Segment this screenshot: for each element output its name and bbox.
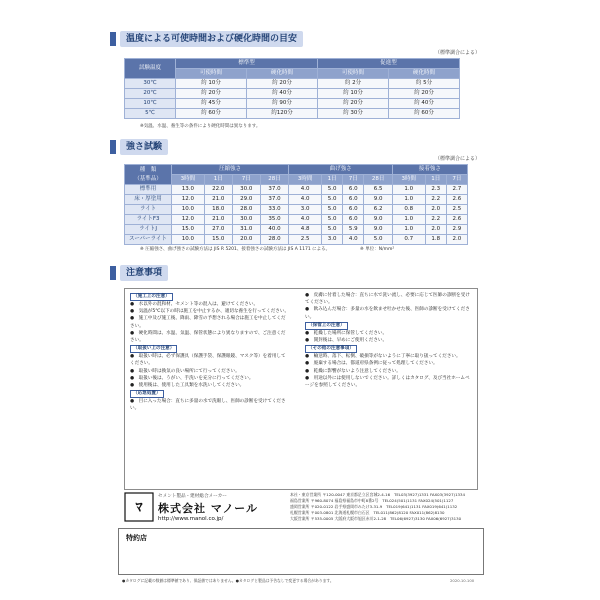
- precaution-heading: （取扱い上の注意）: [130, 345, 177, 353]
- pot-life-cell: 約 60分: [176, 109, 247, 119]
- pot-life-cell: 20℃: [125, 89, 176, 99]
- strength-row: [125, 225, 468, 235]
- strength-row-label: スーパーライト: [125, 235, 172, 245]
- precaution-item: ● 取扱い後は、うがい、手洗いを充分に行ってください。: [130, 375, 254, 381]
- strength-cell: 2.5: [289, 235, 322, 245]
- precaution-heading-row: [130, 389, 290, 398]
- strength-header-kind: 種 類 （基準品）: [125, 165, 172, 185]
- strength-cell: 2.6: [446, 215, 467, 225]
- strength-subheader: 28日: [364, 175, 393, 185]
- pot-life-row: [125, 89, 460, 99]
- precaution-item: ● 乾燥に影響がないよう注意してください。: [305, 368, 401, 374]
- section1-title: 温度による可使時間および硬化時間の目安: [110, 30, 303, 48]
- strength-row-label: ライトJ: [125, 225, 172, 235]
- company-name: 株式会社 マノール: [158, 502, 258, 515]
- strength-cell: 3.0: [289, 205, 322, 215]
- strength-row: [125, 215, 468, 225]
- catalog-page: [110, 20, 490, 590]
- strength-cell: 1.0: [392, 185, 425, 195]
- strength-cell: 6.0: [343, 185, 364, 195]
- pot-life-cell: 約 90分: [247, 99, 318, 109]
- strength-table: [124, 164, 468, 245]
- precaution-item: ● 乾燥した場所に保管してください。: [305, 330, 388, 336]
- pot-life-cell: 約 40分: [389, 99, 460, 109]
- pot-life-cell: 約 20分: [389, 89, 460, 99]
- strength-cell: 12.0: [172, 195, 205, 205]
- section2-note: （標準調合による）: [434, 156, 480, 162]
- dealer-label: 特約店: [126, 534, 147, 542]
- strength-cell: 4.0: [289, 215, 322, 225]
- strength-subheader: 3時間: [172, 175, 205, 185]
- dealer-box: [118, 528, 484, 575]
- strength-subheader: 3時間: [289, 175, 322, 185]
- strength-cell: 30.0: [232, 215, 260, 225]
- strength-cell: 4.0: [289, 195, 322, 205]
- strength-cell: 9.0: [364, 225, 393, 235]
- strength-header-adhesive: 接着強さ: [392, 165, 467, 175]
- section2-title: 強さ試験: [110, 138, 168, 156]
- precaution-item: ● 使用後は、使用した工具類を水洗いしてください。: [130, 383, 245, 389]
- pot-life-cell: 10℃: [125, 99, 176, 109]
- strength-cell: 6.5: [364, 185, 393, 195]
- strength-cell: 28.0: [260, 235, 289, 245]
- precaution-heading-row: [305, 321, 470, 330]
- pot-life-sub: 硬化時間: [389, 69, 460, 79]
- pot-life-table: [124, 58, 460, 119]
- precaution-item: ● 飲み込んだ場合：多量の水を飲ませ吐かせた後、医師の診断を受けてください。: [305, 307, 470, 320]
- strength-cell: 1.0: [392, 215, 425, 225]
- strength-cell: 22.0: [204, 185, 232, 195]
- section1-note: （標準調合による）: [434, 50, 480, 56]
- precautions-left: [130, 292, 290, 413]
- strength-cell: 15.0: [172, 225, 205, 235]
- precaution-item: ● 気温が5℃以下の時は施工を中止するか、適切な養生を行ってください。: [130, 309, 290, 315]
- strength-row-label: ライト: [125, 205, 172, 215]
- company-tagline: セメント製品・建材総合メーカー: [158, 494, 227, 499]
- precaution-heading-row: [130, 344, 290, 353]
- strength-cell: 2.7: [446, 185, 467, 195]
- strength-cell: 10.0: [172, 205, 205, 215]
- strength-cell: 28.0: [232, 205, 260, 215]
- company-url[interactable]: http://www.manol.co.jp/: [158, 516, 224, 522]
- strength-cell: 31.0: [232, 225, 260, 235]
- strength-cell: 37.0: [260, 195, 289, 205]
- strength-cell: 4.0: [343, 235, 364, 245]
- strength-cell: 4.8: [289, 225, 322, 235]
- pot-life-cell: 約 20分: [318, 99, 389, 109]
- strength-subheader: 7日: [232, 175, 260, 185]
- pot-life-cell: 約 5分: [389, 79, 460, 89]
- strength-row: [125, 195, 468, 205]
- pot-life-cell: 約 60分: [389, 109, 460, 119]
- strength-cell: 12.0: [172, 215, 205, 225]
- strength-cell: 6.2: [364, 205, 393, 215]
- strength-cell: 27.0: [204, 225, 232, 235]
- strength-cell: 2.3: [425, 185, 446, 195]
- pot-life-row: [125, 109, 460, 119]
- strength-cell: 10.0: [172, 235, 205, 245]
- section2-footnote: ※ 圧縮強さ、曲げ強さの試験方法は JIS R 5201、接着強さの試験方法は JIS A 1171 による。: [140, 247, 331, 252]
- strength-cell: 5.0: [322, 215, 343, 225]
- strength-cell: 0.8: [392, 205, 425, 215]
- company-address-line: 盛岡営業所 〒020-0122 岩手県盛岡市みたけ3-31-9 TEL019(641)1131 FAX019(641)1132: [290, 504, 458, 509]
- pot-life-cell: 30℃: [125, 79, 176, 89]
- strength-cell: 2.5: [446, 205, 467, 215]
- strength-cell: 1.8: [425, 235, 446, 245]
- precaution-item: ● 取扱い時は換気の良い場所にて行ってください。: [130, 368, 240, 374]
- company-address-line: 福島営業所 〒960-8074 福島県福島市中町8番2号 TEL024(501)1131 FAX024(501)1127: [290, 498, 454, 503]
- pot-life-row: [125, 79, 460, 89]
- strength-row: [125, 235, 468, 245]
- strength-subheader: 1日: [425, 175, 446, 185]
- strength-cell: 1.0: [392, 195, 425, 205]
- strength-cell: 2.0: [425, 205, 446, 215]
- strength-subheader: 1日: [322, 175, 343, 185]
- strength-header-compressive: 圧縮強さ: [172, 165, 289, 175]
- strength-cell: 5.0: [322, 205, 343, 215]
- strength-cell: 35.0: [260, 215, 289, 225]
- pot-life-cell: 約 10分: [318, 89, 389, 99]
- strength-row-label: 床・厚塗用: [125, 195, 172, 205]
- precaution-item: ● 皮膚に付着した場合：直ちに水で洗い流し、必要に応じて医師の診断を受けてください。: [305, 293, 470, 306]
- strength-row: [125, 185, 468, 195]
- strength-row-label: ライトF3: [125, 215, 172, 225]
- strength-subheader: 28日: [260, 175, 289, 185]
- strength-cell: 3.0: [322, 235, 343, 245]
- precaution-heading: （施工上の注意）: [130, 293, 173, 301]
- section1-footnote: ※気温、水温、養生等の条件により硬化時間は異なります。: [140, 124, 261, 129]
- section1-marker: [110, 32, 116, 46]
- strength-cell: 13.0: [172, 185, 205, 195]
- strength-cell: 0.7: [392, 235, 425, 245]
- company-address-line: 札幌営業所 〒003-0801 北海道札幌市白石区 TEL011(862)8120 FAX011(862)8130: [290, 510, 445, 515]
- precaution-heading: （応急処置）: [130, 390, 164, 398]
- disclaimer: ●カタログに記載の数値は標準値であり、保証値ではありません。●カタログと製品は予告なしで変更する場合があります。: [122, 578, 334, 583]
- strength-cell: 15.0: [204, 235, 232, 245]
- pot-life-cell: 約 2分: [318, 79, 389, 89]
- pot-life-cell: 約120分: [247, 109, 318, 119]
- pot-life-row: [125, 99, 460, 109]
- strength-cell: 18.0: [204, 205, 232, 215]
- strength-cell: 30.0: [232, 185, 260, 195]
- section2-marker: [110, 140, 116, 154]
- precaution-item: ● 輸送時、落下、転倒、破損等がないように丁寧に取り扱ってください。: [305, 354, 461, 360]
- company-logo: [124, 492, 154, 522]
- strength-subheader: 7日: [446, 175, 467, 185]
- strength-cell: 20.0: [232, 235, 260, 245]
- company-address-line: 大阪営業所 〒535-0005 大阪府大阪市旭区赤川2-1-28 TEL06(6927)3130 FAX06(6927)3130: [290, 516, 462, 521]
- pot-life-cell: 約 10分: [176, 79, 247, 89]
- strength-cell: 9.0: [364, 195, 393, 205]
- strength-cell: 2.2: [425, 195, 446, 205]
- precaution-heading: （その他の注意事項）: [305, 345, 357, 353]
- strength-cell: 6.0: [343, 215, 364, 225]
- precaution-item: ● 廃棄する場合は、都道府県条例に従って処理してください。: [305, 361, 438, 367]
- strength-cell: 29.0: [232, 195, 260, 205]
- strength-subheader: 7日: [343, 175, 364, 185]
- precaution-heading-row: [305, 344, 470, 353]
- pot-life-cell: 約 30分: [318, 109, 389, 119]
- strength-cell: 2.0: [446, 235, 467, 245]
- precaution-item: ● 用途以外には使用しないでください。詳しくはカタログ、及び当社ホームページを参照してください。: [305, 375, 470, 389]
- strength-cell: 21.0: [204, 215, 232, 225]
- section3-title: 注意事項: [110, 264, 168, 282]
- pot-life-cell: 約 20分: [176, 89, 247, 99]
- strength-cell: 5.0: [322, 185, 343, 195]
- section3-marker: [110, 266, 116, 280]
- pot-life-cell: 約 40分: [247, 89, 318, 99]
- strength-cell: 5.0: [322, 195, 343, 205]
- strength-cell: 2.0: [425, 225, 446, 235]
- precaution-item: ● 開封後は、早めにご使用ください。: [305, 338, 388, 344]
- company-addresses: [290, 492, 486, 522]
- pot-life-header-standard: 標準型: [176, 59, 318, 69]
- strength-cell: 37.0: [260, 185, 289, 195]
- strength-row-label: 標準用: [125, 185, 172, 195]
- pot-life-sub: 硬化時間: [247, 69, 318, 79]
- precaution-item: ● 水以外の混和材、セメント等の混入は、避けてください。: [130, 302, 259, 307]
- pot-life-cell: 約 20分: [247, 79, 318, 89]
- company-address-line: 本社・東京営業所 〒120-0047 東京都足立区宮城2-4-16 TEL03(3927)1331 FAX03(3927)1334: [290, 492, 465, 497]
- precaution-heading-row: [130, 292, 290, 301]
- precaution-heading: （保管上の注意）: [305, 322, 348, 330]
- strength-cell: 5.0: [322, 225, 343, 235]
- strength-cell: 5.9: [343, 225, 364, 235]
- strength-header-flexural: 曲げ強さ: [289, 165, 393, 175]
- section2-unit: ※ 単位：N/mm²: [360, 247, 395, 252]
- print-date: 2020.10.100: [450, 578, 475, 583]
- pot-life-cell: 約 45分: [176, 99, 247, 109]
- strength-cell: 9.0: [364, 215, 393, 225]
- svg-text:ﾏ: ﾏ: [135, 500, 143, 516]
- pot-life-sub: 可使時間: [318, 69, 389, 79]
- pot-life-header-accelerated: 促進型: [318, 59, 460, 69]
- pot-life-sub: 可使時間: [176, 69, 247, 79]
- strength-subheader: 1日: [204, 175, 232, 185]
- strength-cell: 6.0: [343, 205, 364, 215]
- strength-cell: 5.0: [364, 235, 393, 245]
- strength-cell: 4.0: [289, 185, 322, 195]
- pot-life-header-temp: 試験温度: [125, 59, 176, 79]
- precautions-right: [305, 292, 470, 389]
- strength-cell: 40.0: [260, 225, 289, 235]
- precaution-item: ● 硬化時間は、水温、気温、保管状態により異なりますので、ご注意ください。: [130, 330, 286, 344]
- precaution-item: ● 取扱い時は、必ず保護具（保護手袋、保護眼鏡、マスク等）を着用してください。: [130, 354, 286, 367]
- pot-life-cell: 5℃: [125, 109, 176, 119]
- strength-cell: 2.9: [446, 225, 467, 235]
- precaution-item: ● 目に入った場合：直ちに多量の水で洗眼し、医師の診断を受けてください。: [130, 399, 286, 412]
- precaution-item: ● 施工中及び施工後、降雨、降雪の予想される場合は施工を中止してください。: [130, 316, 286, 329]
- strength-subheader: 3時間: [392, 175, 425, 185]
- strength-cell: 33.0: [260, 205, 289, 215]
- strength-row: [125, 205, 468, 215]
- strength-cell: 21.0: [204, 195, 232, 205]
- strength-cell: 6.0: [343, 195, 364, 205]
- strength-cell: 1.0: [392, 225, 425, 235]
- strength-cell: 2.2: [425, 215, 446, 225]
- strength-cell: 2.6: [446, 195, 467, 205]
